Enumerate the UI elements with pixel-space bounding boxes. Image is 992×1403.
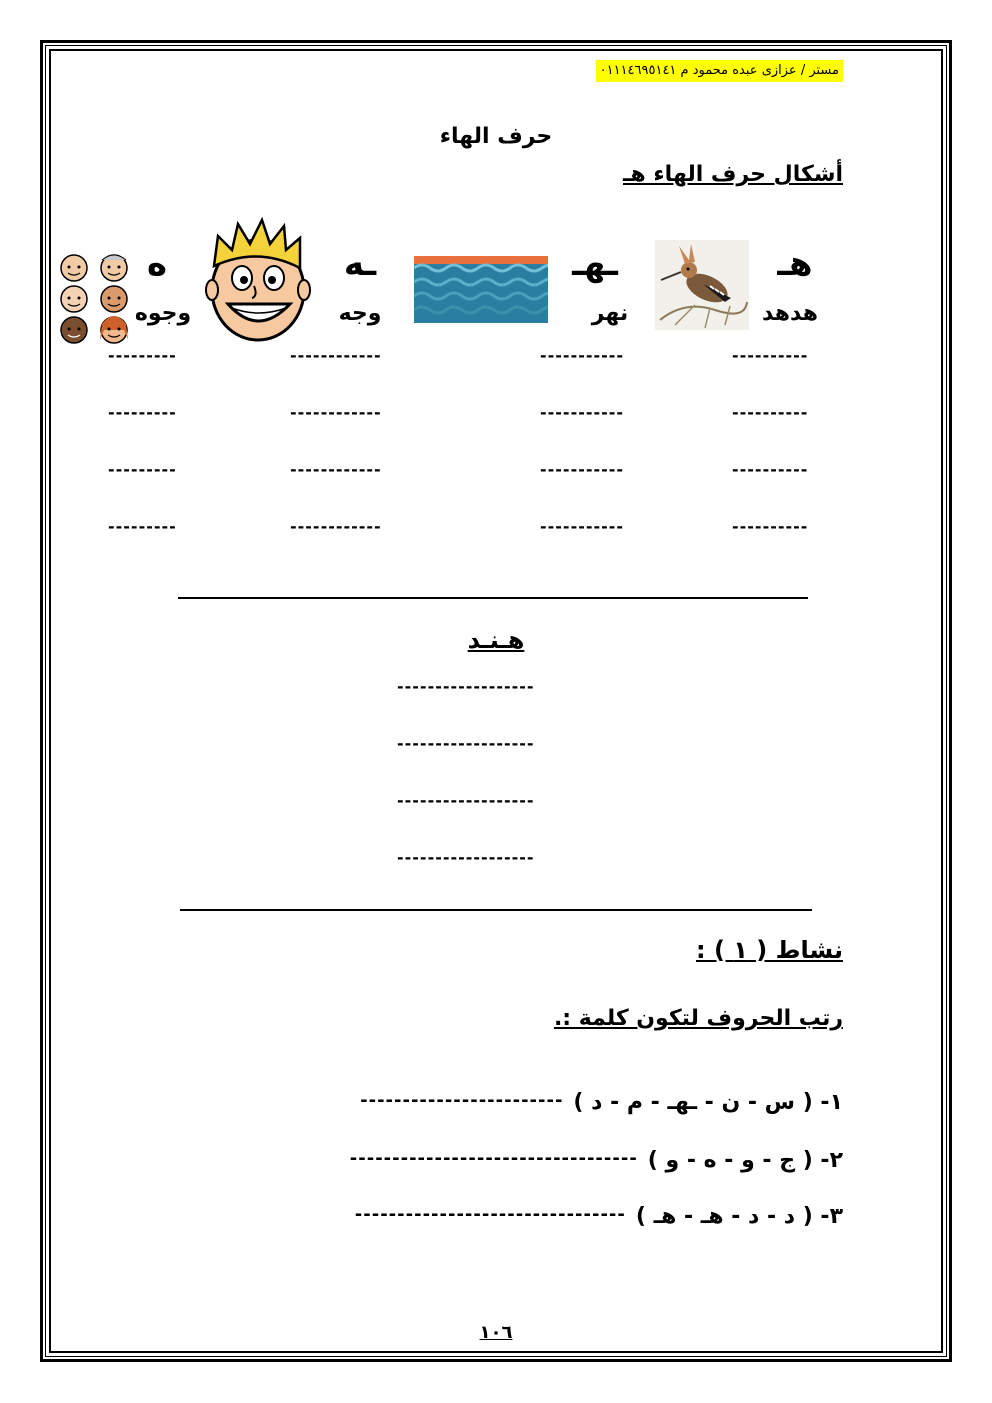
answer-line: ------------------------ (360, 1090, 564, 1111)
smiling-face-image (192, 216, 322, 342)
word-wajh: وجه (338, 301, 382, 326)
tracing-line: ----------- (540, 346, 625, 365)
section-subtitle: أشكال حرف الهاء هـ (623, 162, 843, 187)
hoopoe-bird-image (655, 240, 749, 330)
answer-line: ---------------------------------- (349, 1148, 638, 1169)
letter-form-final-connected: ـه (343, 244, 377, 284)
faces-group-image (56, 252, 134, 346)
exercise-letters: ٣- ( د - د - هـ - هـ ) (635, 1204, 843, 1229)
practice-line: ------------------ (397, 734, 535, 753)
tracing-line: ------------ (290, 403, 382, 422)
exercise-letters: ١- ( س - ن - ـهـ - م - د ) (573, 1090, 843, 1115)
practice-line: ------------------ (397, 791, 535, 810)
answer-line: -------------------------------- (354, 1204, 626, 1225)
exercise-item-3 (355, 1204, 843, 1229)
tracing-line: --------- (108, 517, 177, 536)
tracing-line: ---------- (732, 346, 809, 365)
tracing-line: ---------- (732, 460, 809, 479)
practice-line: ------------------ (397, 677, 535, 696)
exercise-item-2 (350, 1148, 843, 1173)
section-divider (180, 909, 812, 911)
word-wujuh: وجوه (134, 301, 192, 326)
tracing-line: ----------- (540, 517, 625, 536)
practice-line: ------------------ (397, 848, 535, 867)
page-number: ١٠٦ (479, 1322, 513, 1343)
word-hudhud: هدهد (762, 301, 818, 326)
activity-instruction: رتب الحروف لتكون كلمة :. (553, 1006, 843, 1031)
tracing-line: ----------- (540, 403, 625, 422)
river-waves-image (414, 256, 548, 323)
tracing-line: ----------- (540, 460, 625, 479)
tracing-line: --------- (108, 460, 177, 479)
practice-word: هـنـد (467, 626, 525, 654)
activity-title: نشاط ( ١ ) : (696, 936, 843, 964)
letter-form-initial: هـ (777, 244, 813, 284)
tracing-line: --------- (108, 346, 177, 365)
tracing-line: ------------ (290, 460, 382, 479)
letter-form-isolated: ه (146, 244, 168, 284)
exercise-letters: ٢- ( ج - و - ه - و ) (647, 1148, 843, 1173)
section-divider (178, 597, 808, 599)
tracing-line: ---------- (732, 403, 809, 422)
tracing-line: ------------ (290, 517, 382, 536)
tracing-line: --------- (108, 403, 177, 422)
page-title: حرف الهاء (439, 124, 553, 149)
tracing-line: ------------ (290, 346, 382, 365)
word-nahr: نهر (591, 301, 629, 326)
letter-form-medial: ـهـ (572, 244, 618, 284)
tracing-line: ---------- (732, 517, 809, 536)
exercise-item-1 (360, 1090, 843, 1115)
teacher-header: مستر / عزازى عبده محمود م ٠١١١٤٦٩٥١٤١ (596, 60, 843, 82)
